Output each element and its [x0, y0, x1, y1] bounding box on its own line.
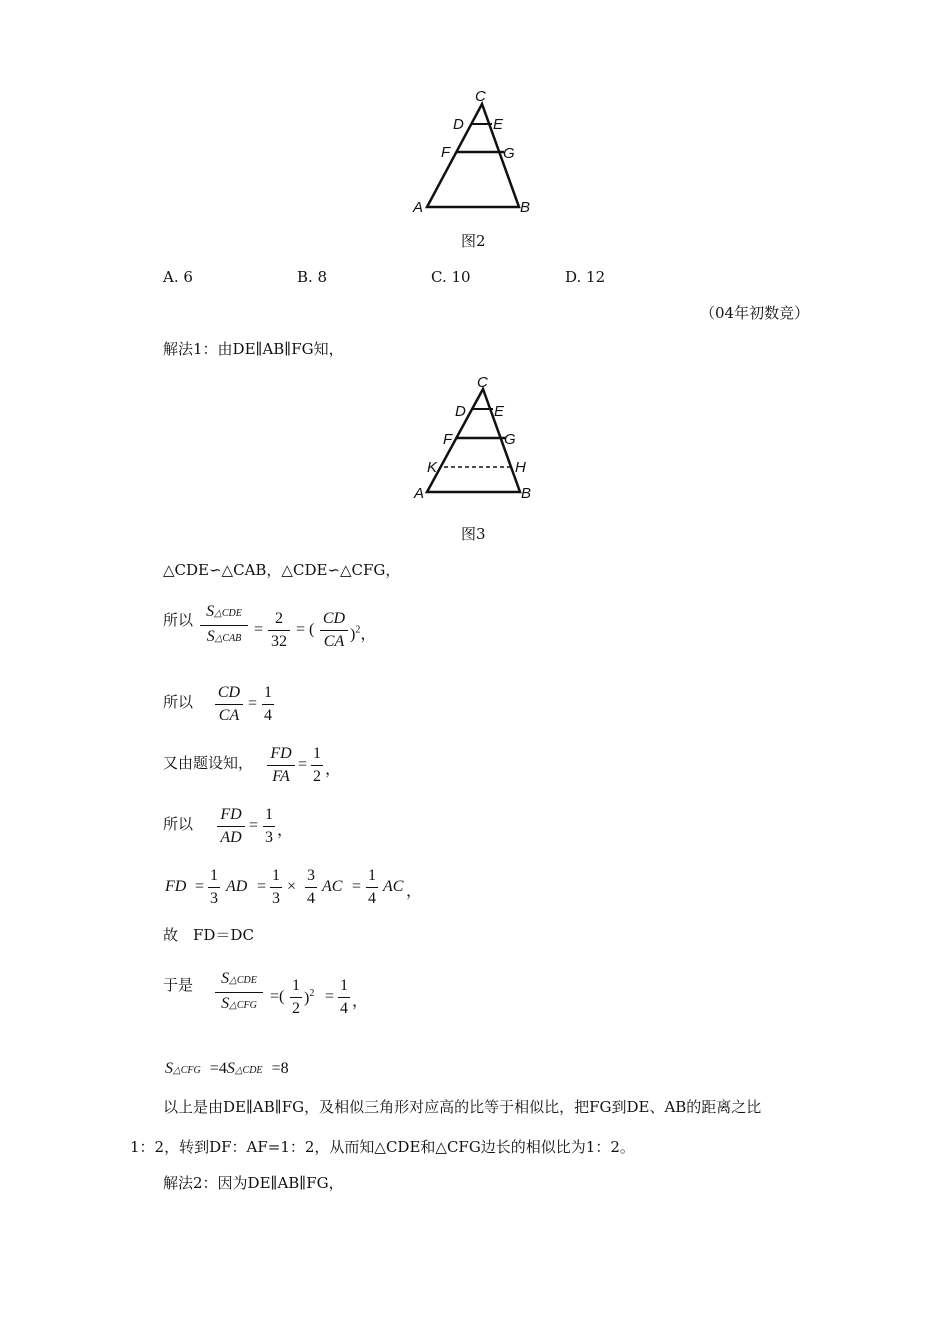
step4-eq: = [249, 817, 259, 834]
step5-ad: AD [226, 878, 248, 895]
option-b: B. 8 [297, 268, 328, 286]
sub-cfg: △CFG [229, 1000, 257, 1011]
den: 3 [265, 829, 273, 846]
step5-fraction-1-3b [270, 867, 282, 908]
step6-line: 故 FD＝DC [163, 926, 254, 944]
label-a: A [413, 199, 424, 216]
label-k: K [427, 459, 438, 476]
figure-3-caption: 图3 [461, 525, 486, 543]
s-symbol: S [206, 628, 215, 645]
step5-ac1: AC [322, 878, 343, 895]
step3-fraction-1-2 [311, 745, 323, 786]
label-b: B [521, 485, 532, 502]
label-b: B [520, 199, 531, 216]
step7-fraction-1-2 [290, 977, 302, 1018]
label-e: E [494, 403, 505, 420]
label-d: D [455, 403, 466, 420]
den: 4 [340, 1000, 348, 1017]
num: 1 [292, 977, 300, 994]
sub-cde: △CDE [229, 975, 257, 986]
step3-comma: ， [325, 761, 342, 778]
num: 1 [265, 806, 273, 823]
figure-2-caption: 图2 [461, 232, 486, 250]
den: CA [218, 707, 240, 724]
step1-area-ratio [200, 603, 248, 648]
option-d: D. 12 [565, 268, 606, 286]
den: FA [272, 768, 290, 785]
step3-eq: = [298, 756, 308, 773]
label-f: F [443, 431, 453, 448]
den: AD [220, 829, 242, 846]
step5-times: × [287, 878, 297, 895]
s-symbol: S [221, 970, 230, 987]
label-f: F [441, 144, 451, 161]
option-c: C. 10 [431, 268, 471, 286]
step1-close: )$^2$， [350, 624, 377, 643]
num: FD [270, 745, 292, 762]
step1-fraction-cd-ca [320, 610, 348, 651]
step1-eq2: = ( [296, 621, 315, 638]
den: 4 [307, 890, 315, 907]
step7-eq2: = [325, 988, 335, 1005]
sub-cde: △CDE [214, 608, 242, 619]
step5-comma: ， [406, 883, 423, 900]
label-g: G [504, 431, 516, 448]
step4-comma: ， [277, 822, 294, 839]
sub-cab: △CAB [214, 633, 242, 644]
den: 4 [264, 707, 272, 724]
num: 1 [340, 977, 348, 994]
step5-eq1: = [195, 878, 205, 895]
den: 2 [313, 768, 321, 785]
figure-2-diagram [405, 84, 545, 219]
label-a: A [414, 485, 425, 502]
step7-area-ratio [215, 970, 263, 1015]
den: 3 [272, 890, 280, 907]
num: 1 [272, 867, 280, 884]
explanation-line-2: 1：2，转到DF：AF=1：2，从而知△CDE和△CFG边长的相似比为1：2。 [130, 1138, 635, 1156]
s-symbol: S [206, 603, 215, 620]
step2-prefix: 所以 [163, 693, 194, 711]
step5-fraction-1-4 [366, 867, 378, 908]
label-c: C [475, 88, 486, 105]
source-note: （04年初数竞） [700, 304, 810, 322]
den: 4 [368, 890, 376, 907]
num: CD [322, 610, 346, 627]
step5-fraction-1-3a [208, 867, 220, 908]
step5-fraction-3-4 [305, 867, 317, 908]
num: 1 [210, 867, 218, 884]
step5-eq2: = [257, 878, 267, 895]
label-d: D [453, 116, 464, 133]
step5-eq3: = [352, 878, 362, 895]
step2-fraction-cd-ca [215, 684, 243, 725]
label-e: E [493, 116, 504, 133]
step8-result: S△CFG =4S△CDE =8 [165, 1060, 289, 1077]
step7-prefix: 于是 [163, 976, 194, 994]
step3-prefix: 又由题设知， [163, 754, 254, 772]
num: 1 [264, 684, 272, 701]
step1-eq: = [254, 621, 264, 638]
solution-1-intro: 解法1：由DE∥AB∥FG知， [163, 340, 344, 358]
num: 1 [313, 745, 321, 762]
num: 1 [368, 867, 376, 884]
step4-fraction-1-3 [263, 806, 275, 847]
num: FD [220, 806, 242, 823]
step3-fraction-fd-fa [267, 745, 295, 786]
step4-prefix: 所以 [163, 815, 194, 833]
step7-close: )$^2$ [304, 988, 315, 1007]
den: 2 [292, 1000, 300, 1017]
option-a: A. 6 [163, 268, 193, 286]
label-g: G [503, 145, 515, 162]
explanation-line-1: 以上是由DE∥AB∥FG，及相似三角形对应高的比等于相似比，把FG到DE、AB的距离之比 [163, 1098, 762, 1116]
step2-eq: = [248, 695, 258, 712]
den: 3 [210, 890, 218, 907]
step4-fraction-fd-ad [217, 806, 245, 847]
figure-3-diagram [405, 372, 545, 507]
den: 32 [271, 633, 287, 650]
s-symbol: S [221, 995, 230, 1012]
step5-fd: FD [165, 878, 187, 895]
step2-fraction-1-4 [262, 684, 274, 725]
den: CA [323, 633, 345, 650]
label-h: H [515, 459, 526, 476]
label-c: C [477, 374, 488, 391]
step1-fraction-2-32 [268, 610, 290, 651]
num: CD [217, 684, 241, 701]
step7-comma: ， [352, 993, 369, 1010]
step5-ac2: AC [383, 878, 404, 895]
num: 3 [307, 867, 315, 884]
num: 2 [275, 610, 283, 627]
step7-eq: =( [270, 988, 285, 1005]
similar-triangles-line: △CDE∽△CAB，△CDE∽△CFG， [163, 561, 401, 579]
solution-2-intro: 解法2：因为DE∥AB∥FG， [163, 1174, 344, 1192]
step1-prefix: 所以 [163, 611, 194, 629]
step7-fraction-1-4 [338, 977, 350, 1018]
